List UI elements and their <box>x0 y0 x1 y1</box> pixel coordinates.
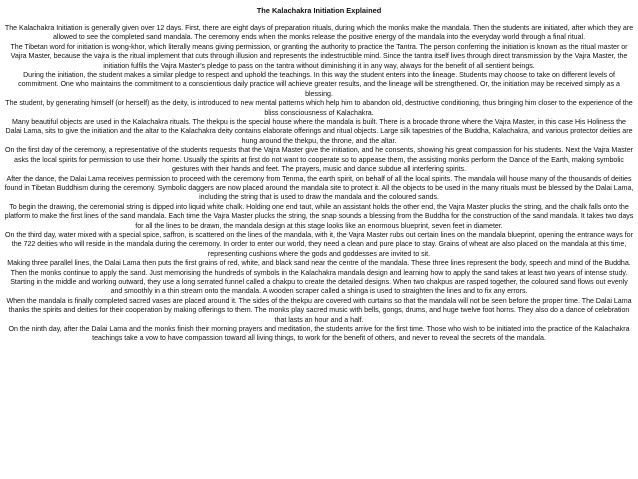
paragraph: Making three parallel lines, the Dalai Lama then puts the first grains of red, white, and black sand near the centre of the mandala. These three lines represent the body, speech and mind of the Buddha. Then the monks continue to apply the sand. Just memorising the hundreds of symbols in the Kalachakra mandala design and learning how to apply the sand takes at least two years of intense study. Starting in the middle and working outward, they use a long serrated funnel called a chakpu to create the detailed designs. When two chakpus are rasped together, the coloured sand flows out evenly and smoothly in a thin stream onto the mandala. A wooden scraper called a shinga is used to straighten the lines and to fix any errors. <box>7 259 631 296</box>
paragraph: On the first day of the ceremony, a representative of the students requests that the Vajra Master give the initiation, and he consents, showing his great compassion for his students. Next the Vajra Master asks the local spirits for permission to use their home. Usually the spirits at first do not want to cooperate so to appease them, the assisting monks perform the Dance of the Earth, making symbolic gestures with their hands and feet. The prayers, music and dance subdue all interfering spirits. <box>5 146 633 174</box>
paragraph: To begin the drawing, the ceremonial string is dipped into liquid white chalk. Holding one end taut, while an assistant holds the other end, the Vajra Master plucks the string, and the chalk falls onto the platform to make the first lines of the sand mandala. Each time the Vajra Master plucks the string, the snap sounds a blessing from the Buddha for the construction of the sand mandala. It takes two days for all the lines to be drawn, the mandala design at this stage looks like an enormous blueprint, seven feet in diameter. <box>4 202 634 230</box>
document-body <box>4 24 634 344</box>
paragraph: On the third day, water mixed with a special spice, saffron, is scattered on the lines of the mandala, with it, the Vajra Master rubs out certain lines on the mandala blueprint, opening the entrance ways for the 722 deities who will reside in the mandala during the ceremony. In order to enter our world, they need a clean and pure place to stay. Grains of wheat are also placed on the mandala at this time, representing cushions where the gods and goddesses are invited to sit. <box>5 230 633 258</box>
paragraph: After the dance, the Dalai Lama receives permission to proceed with the ceremony from Tenma, the earth spirit, on behalf of all the local spirits. The mandala will house many of the thousands of deities found in Tibetan Buddhism during the ceremony. Symbolic daggers are now placed around the mandala site to protect it. All the objects to be used in the many rituals must be blessed by the Dalai Lama, including the string that is used to draw the mandala and the coloured sands. <box>4 174 634 202</box>
document-title: The Kalachakra Initiation Explained <box>256 6 382 15</box>
paragraph: The student, by generating himself (or herself) as the deity, is introduced to new mental patterns which help him to abandon old, destructive conditioning, thus bringing him closer to the experience of the bliss consciousness of Kalachakra. <box>5 99 633 117</box>
paragraph: Many beautiful objects are used in the Kalachakra rituals. The thekpu is the special house where the mandala is built. There is a brocade throne where the Vajra Master, in this case His Holiness the Dalai Lama, sits to give the initiation and the altar to the Kalachakra deity contains elaborate offerings and ritual objects. Large silk tapestries of the Buddha, Kalachakra, and various protector deities are hung around the thekpu, the throne, and the altar. <box>5 118 633 145</box>
paragraph: During the initiation, the student makes a similar pledge to respect and uphold the teachings. In this way the student enters into the lineage. Students may choose to take on different levels of commitment. One who maintains the commitment to a conscientious daily practice will achieve greater results, and the lineage will be strengthened. Or, the initiation may be received simply as a blessing. <box>18 71 620 98</box>
paragraph: The Tibetan word for initiation is wong-khor, which literally means giving permission, or granting the authority to practice the Tantra. The person conferring the initiation is known as the ritual master or Vajra Master, because the vajra is the ritual implement that cuts through illusion and represents the indestructible mind. Since the tantra itself lives through direct transmission by the Vajra Master, the initiation fulfils the Vajra Master's pledge to pass on the tantra without diminishing it in any way, always for the benefit of all sentient beings. <box>10 42 628 70</box>
paragraph: The Kalachakra Initiation is generally given over 12 days. First, there are eight days of preparation rituals, during which the monks make the mandala. Then the students are initiated, after which they are allowed to see the completed sand mandala. The ceremony ends when the monks release the positive energy of the mandala into the everyday world through a final ritual. <box>4 24 634 42</box>
paragraph: When the mandala is finally completed sacred vases are placed around it. The sides of the thekpu are covered with curtains so that the mandala will not be seen before the proper time. The Dalai Lama thanks the spirits and deities for their cooperation by making offerings to them. The monks play sacred music with bells, gongs, drums, and huge twelve foot horns. They also do a dance of celebration that lasts an hour and a half. <box>6 296 632 324</box>
paragraph: On the ninth day, after the Dalai Lama and the monks finish their morning prayers and meditation, the students arrive for the first time. Those who wish to be initiated into the practice of the Kalachakra teachings take a vow to have compassion toward all living things, to work for the benefit of others, and never to reveal the secrets of the mandala. <box>8 325 630 343</box>
